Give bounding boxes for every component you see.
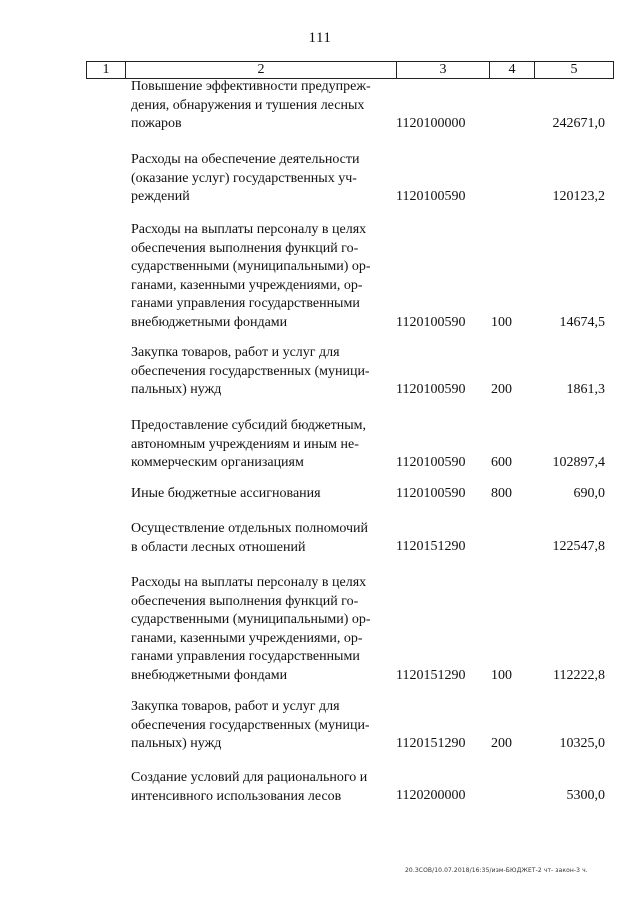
column-header-2: 2 bbox=[126, 62, 397, 79]
row-amount: 14674,5 bbox=[559, 315, 605, 330]
row-expense-type: 600 bbox=[491, 455, 512, 470]
column-header-1: 1 bbox=[87, 62, 126, 79]
description-line: коммерческим организациям bbox=[131, 455, 304, 471]
description-line: обеспечения государственных (муници- bbox=[131, 717, 370, 733]
description-line: пожаров bbox=[131, 116, 182, 132]
column-header-5: 5 bbox=[535, 62, 614, 79]
row-expense-type: 200 bbox=[491, 382, 512, 397]
description-line: дения, обнаружения и тушения лесных bbox=[131, 97, 365, 113]
row-description bbox=[131, 151, 388, 207]
row-description bbox=[131, 485, 388, 504]
row-code: 1120100590 bbox=[396, 189, 466, 204]
row-amount: 122547,8 bbox=[552, 539, 605, 554]
description-line: сударственными (муниципальными) ор- bbox=[131, 259, 371, 275]
row-amount: 242671,0 bbox=[552, 116, 605, 131]
row-expense-type: 800 bbox=[491, 486, 512, 501]
column-header-row bbox=[87, 62, 614, 79]
row-description bbox=[131, 221, 388, 333]
row-code: 1120151290 bbox=[396, 736, 466, 751]
description-line: сударственными (муниципальными) ор- bbox=[131, 612, 371, 628]
row-amount: 5300,0 bbox=[566, 788, 605, 803]
row-code: 1120151290 bbox=[396, 668, 466, 683]
row-description bbox=[131, 698, 388, 754]
row-expense-type: 200 bbox=[491, 736, 512, 751]
row-expense-type: 100 bbox=[491, 668, 512, 683]
description-line: реждений bbox=[131, 189, 190, 205]
page-number: 111 bbox=[308, 30, 332, 46]
description-line: ганами управления государственными bbox=[131, 296, 360, 312]
description-line: Закупка товаров, работ и услуг для bbox=[131, 345, 340, 360]
description-line: Расходы на выплаты персоналу в целях bbox=[131, 575, 367, 590]
row-amount: 120123,2 bbox=[552, 189, 605, 204]
row-amount: 1861,3 bbox=[566, 382, 605, 397]
description-line: ганами, казенными учреждениями, ор- bbox=[131, 277, 363, 293]
row-description bbox=[131, 417, 388, 473]
description-line: Предоставление субсидий бюджетным, bbox=[131, 418, 367, 433]
row-amount: 112222,8 bbox=[553, 668, 605, 683]
description-line: Закупка товаров, работ и услуг для bbox=[131, 699, 340, 714]
row-description bbox=[131, 520, 388, 557]
row-code: 1120100590 bbox=[396, 382, 466, 397]
description-line: Иные бюджетные ассигнования bbox=[131, 486, 321, 501]
row-description bbox=[131, 344, 388, 400]
description-line: обеспечения выполнения функций го- bbox=[131, 240, 359, 256]
description-line: пальных) нужд bbox=[131, 736, 222, 752]
description-line: Осуществление отдельных полномочий bbox=[131, 521, 369, 536]
footer-note: 20.ЗСОВ/10.07.2018/16:35/изм-БЮДЖЕТ-2 чт- закон-3 ч. bbox=[405, 867, 588, 874]
row-amount: 102897,4 bbox=[552, 455, 605, 470]
row-description bbox=[131, 78, 388, 134]
description-line: ганами управления государственными bbox=[131, 649, 360, 665]
column-header-4: 4 bbox=[490, 62, 535, 79]
column-header-table bbox=[86, 61, 614, 79]
row-code: 1120200000 bbox=[396, 788, 466, 803]
description-line: Расходы на обеспечение деятельности bbox=[131, 152, 360, 167]
row-code: 1120100590 bbox=[396, 486, 466, 501]
row-code: 1120100590 bbox=[396, 315, 466, 330]
description-line: внебюджетными фондами bbox=[131, 667, 288, 683]
description-line: пальных) нужд bbox=[131, 382, 222, 398]
description-line: (оказание услуг) государственных уч- bbox=[131, 170, 357, 186]
description-line: Расходы на выплаты персоналу в целях bbox=[131, 222, 367, 237]
row-expense-type: 100 bbox=[491, 315, 512, 330]
description-line: интенсивного использования лесов bbox=[131, 788, 342, 804]
row-code: 1120151290 bbox=[396, 539, 466, 554]
description-line: внебюджетными фондами bbox=[131, 314, 288, 330]
row-description bbox=[131, 769, 388, 806]
row-code: 1120100590 bbox=[396, 455, 466, 470]
description-line: обеспечения государственных (муници- bbox=[131, 363, 370, 379]
description-line: ганами, казенными учреждениями, ор- bbox=[131, 630, 363, 646]
column-header-3: 3 bbox=[397, 62, 490, 79]
description-line: Повышение эффективности предупреж- bbox=[131, 79, 371, 94]
row-description bbox=[131, 574, 388, 686]
description-line: в области лесных отношений bbox=[131, 539, 306, 555]
description-line: автономным учреждениям и иным не- bbox=[131, 436, 359, 452]
description-line: Создание условий для рационального и bbox=[131, 770, 368, 785]
row-amount: 690,0 bbox=[573, 486, 605, 501]
row-amount: 10325,0 bbox=[559, 736, 605, 751]
description-line: обеспечения выполнения функций го- bbox=[131, 593, 359, 609]
row-code: 1120100000 bbox=[396, 116, 466, 131]
